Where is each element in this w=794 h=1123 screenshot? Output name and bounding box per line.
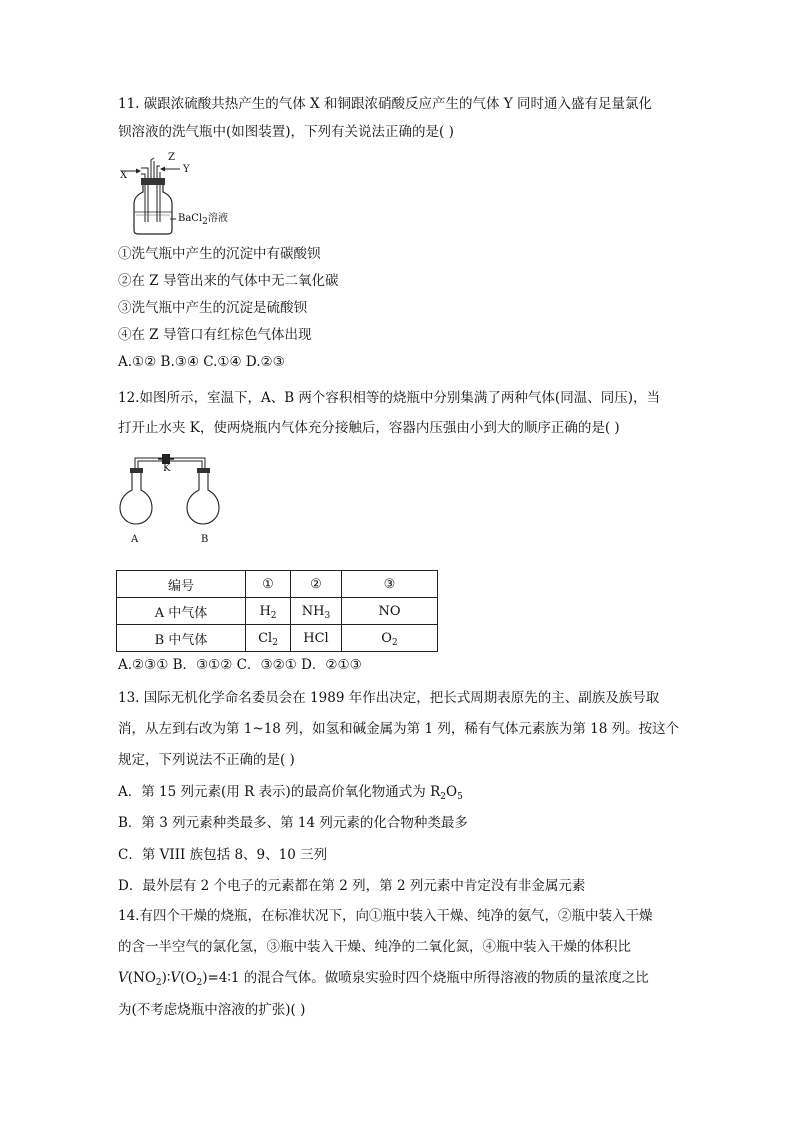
table-row-label: A 中气体 (117, 598, 246, 625)
x-arrowhead (136, 169, 141, 174)
table-header-cell: ② (291, 571, 342, 598)
q11-statement-4: ④在 Z 导管口有红棕色气体出现 (118, 327, 312, 343)
label-a: A (131, 534, 139, 545)
q11-statement-3: ③洗气瓶中产生的沉淀是硫酸钡 (118, 300, 307, 316)
table-cell: NO (342, 598, 438, 625)
q14-line-2: 的含一半空气的氯化氢，③瓶中装入干燥、纯净的二氧化氮，④瓶中装入干燥的体积比 (118, 939, 631, 955)
stopper-a (130, 468, 143, 473)
q12-options: A.②③① B．③①② C．③②① D．②①③ (118, 657, 362, 673)
table-row (117, 625, 438, 652)
table-cell: HCl (291, 625, 342, 652)
q11-line-1: 11. 碳跟浓硫酸共热产生的气体 X 和铜跟浓硝酸反应产生的气体 Y 同时通入盛有足量氯化 (118, 96, 652, 112)
flask-a (120, 473, 152, 524)
q13-option-b: B．第 3 列元素种类最多、第 14 列元素的化合物种类最多 (118, 815, 468, 831)
q13-line-3: 规定，下列说法不正确的是( ) (118, 752, 295, 768)
table-cell: $NH_3$ (291, 598, 342, 625)
table-header-cell: ① (246, 571, 291, 598)
label-z: Z (168, 152, 175, 163)
q13-line-1: 13. 国际无机化学命名委员会在 1989 年作出决定，把长式周期表原先的主、副族及族号取 (118, 690, 660, 706)
table-row (117, 598, 438, 625)
table-row (117, 571, 438, 598)
q11-line-2: 钡溶液的洗气瓶中(如图装置)，下列有关说法正确的是( ) (118, 124, 454, 140)
bottle (134, 185, 172, 234)
q11-statement-2: ②在 Z 导管出来的气体中无二氧化碳 (118, 273, 339, 289)
label-bacl2-solution: BaCl$_2$溶液 (178, 213, 228, 227)
y-arrowhead (160, 167, 165, 172)
q11-options: A.①② B.③④ C.①④ D.②③ (118, 354, 285, 370)
q12-line-2: 打开止水夹 K，使两烧瓶内气体充分接触后，容器内压强由小到大的顺序正确的是( ) (118, 420, 620, 436)
q14-line-4: 为(不考虑烧瓶中溶液的扩张)( ) (118, 1002, 306, 1018)
table-cell: $Cl_2$ (246, 625, 291, 652)
table-header-cell: 编号 (117, 571, 246, 598)
q13-option-d: D．最外层有 2 个电子的元素都在第 2 列，第 2 列元素中肯定没有非金属元素 (118, 878, 586, 894)
q11-statement-1: ①洗气瓶中产生的沉淀中有碳酸钡 (118, 246, 321, 262)
q13-option-c: C．第 VIII 族包括 8、9、10 三列 (118, 847, 328, 863)
label-y: Y (183, 164, 190, 175)
stopper-b (197, 468, 210, 473)
flask-b (187, 473, 219, 524)
table-row-label: B 中气体 (117, 625, 246, 652)
label-k: K (163, 463, 171, 474)
gas-table (116, 570, 438, 652)
q13-line-2: 消，从左到右改为第 1~18 列，如氢和碱金属为第 1 列，稀有气体元素族为第 18 列。按这个 (118, 721, 680, 737)
q14-line-3: $V(NO_2)∶V(O_2)=4∶1$ 的混合气体。做喷泉实验时四个烧瓶中所得溶液的物质的量浓度之比 (118, 970, 649, 988)
stopper (141, 178, 165, 185)
table-cell: $H_2$ (246, 598, 291, 625)
table-header-cell: ③ (342, 571, 438, 598)
q13-option-a: A．第 15 列元素(用 R 表示)的最高价氧化物通式为 $R_2O_5$ (118, 784, 463, 802)
q14-line-1: 14.有四个干燥的烧瓶，在标准状况下，向①瓶中装入干燥、纯净的氨气，②瓶中装入干燥 (118, 908, 653, 924)
table-cell: $O_2$ (342, 625, 438, 652)
q12-line-1: 12.如图所示，室温下，A、B 两个容积相等的烧瓶中分别集满了两种气体(同温、同压)，当 (118, 390, 660, 406)
label-b: B (201, 534, 209, 545)
label-x: X (120, 170, 128, 181)
